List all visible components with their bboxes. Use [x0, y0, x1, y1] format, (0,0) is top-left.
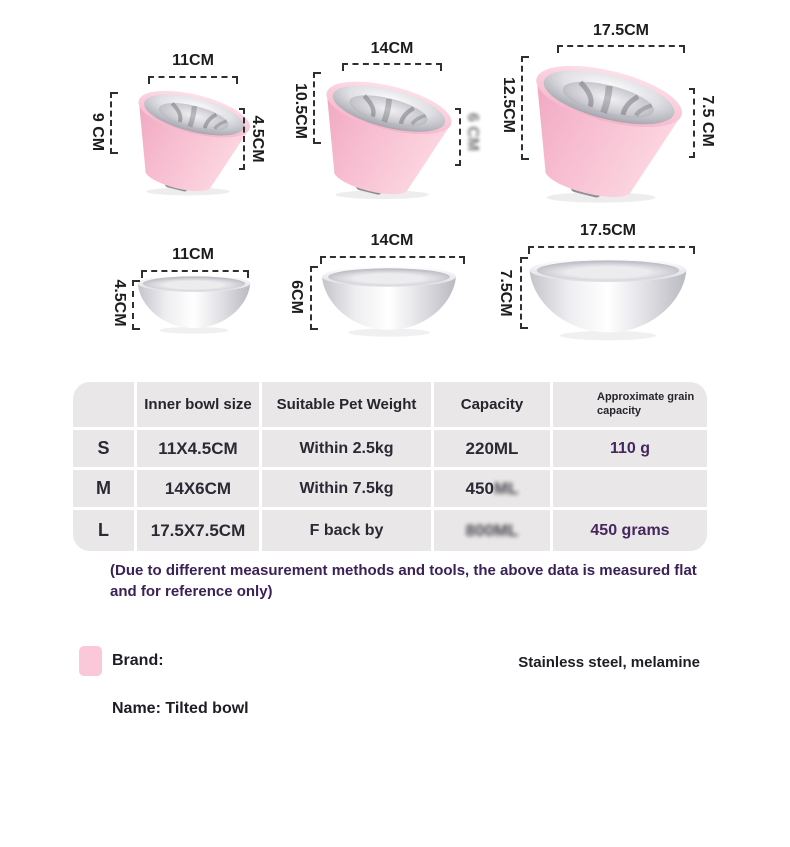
row-s-pet-weight: Within 2.5kg [262, 430, 434, 470]
row-s-capacity: 220ML [434, 430, 553, 470]
material-text: Stainless steel, melamine [518, 654, 700, 671]
dim-front-height-l: 7.5 CM [699, 95, 716, 147]
row-m-grain [553, 470, 707, 510]
col-header-size [73, 382, 137, 430]
dim-front-height-s: 4.5CM [249, 115, 266, 163]
row-l-capacity: 800ML [434, 510, 553, 551]
dim-line-inner-height-m [310, 266, 312, 330]
dim-line-front-m [459, 108, 461, 166]
tilted-bowl-large-photo [503, 36, 699, 206]
dim-line-back-l [521, 56, 523, 160]
inner-bowl-small-photo [128, 266, 260, 335]
measurement-note-line1: (Due to different measurement methods and tools, the above data is measured flat [110, 562, 697, 579]
row-l-grain: 450 grams [590, 521, 670, 539]
dim-line-inner-top-l [528, 246, 695, 248]
row-l-pet-weight: F back by [262, 510, 434, 551]
row-l-size: L [73, 510, 137, 551]
dim-back-height-l: 12.5CM [500, 76, 517, 134]
dim-inner-height-m: 6CM [288, 280, 305, 314]
dim-line-top-l [557, 45, 685, 47]
col-header-capacity: Capacity [434, 382, 553, 430]
brand-label: Brand: [112, 652, 164, 669]
measurement-note-line2: and for reference only) [110, 583, 273, 600]
dim-line-top-m [342, 63, 442, 65]
col-header-grain-capacity: Approximate grain capacity [553, 382, 707, 430]
product-name: Name: Tilted bowl [112, 700, 249, 717]
row-m-inner-bowl-size: 14X6CM [137, 470, 262, 510]
row-m-capacity: 450 ML [434, 470, 553, 510]
dim-line-inner-top-m [320, 256, 465, 258]
inner-bowl-medium-photo [310, 256, 468, 338]
dim-line-top-s [148, 76, 238, 78]
row-s-inner-bowl-size: 11X4.5CM [137, 430, 262, 470]
brand-color-swatch [79, 646, 102, 676]
dim-top-width-s: 11CM [172, 52, 214, 69]
tilted-bowl-medium-photo [298, 56, 466, 202]
col-header-inner-bowl-size: Inner bowl size [137, 382, 262, 430]
dim-inner-height-s: 4.5CM [111, 279, 128, 327]
dim-line-inner-height-l [520, 257, 522, 329]
row-l-inner-bowl-size: 17.5X7.5CM [137, 510, 262, 551]
inner-bowl-large-photo [516, 246, 700, 342]
row-s-size: S [73, 430, 137, 470]
col-header-pet-weight: Suitable Pet Weight [262, 382, 434, 430]
dim-top-width-l: 17.5CM [592, 22, 650, 39]
dim-line-inner-top-s [141, 270, 249, 272]
dim-line-front-l [693, 88, 695, 158]
dim-top-width-m: 14CM [370, 40, 414, 57]
row-s-grain: 110 g [553, 430, 707, 470]
dim-inner-top-l: 17.5CM [579, 222, 637, 239]
dim-front-height-m: 6 CM [464, 112, 481, 152]
dim-inner-height-l: 7.5CM [497, 269, 514, 317]
measurement-note [110, 560, 730, 602]
dim-inner-top-m: 14CM [370, 232, 414, 249]
dim-back-height-m: 10.5CM [292, 82, 309, 140]
dim-line-back-m [313, 72, 315, 144]
dim-back-height-s: 9 CM [89, 112, 106, 152]
spec-table [73, 382, 707, 551]
tilted-bowl-small-photo [113, 68, 263, 198]
row-m-size: M [73, 470, 137, 510]
dim-inner-top-s: 11CM [172, 246, 214, 263]
row-m-pet-weight: Within 7.5kg [262, 470, 434, 510]
dim-line-back-s [110, 92, 112, 154]
dim-line-inner-height-s [132, 280, 134, 330]
dim-line-front-s [243, 108, 245, 170]
